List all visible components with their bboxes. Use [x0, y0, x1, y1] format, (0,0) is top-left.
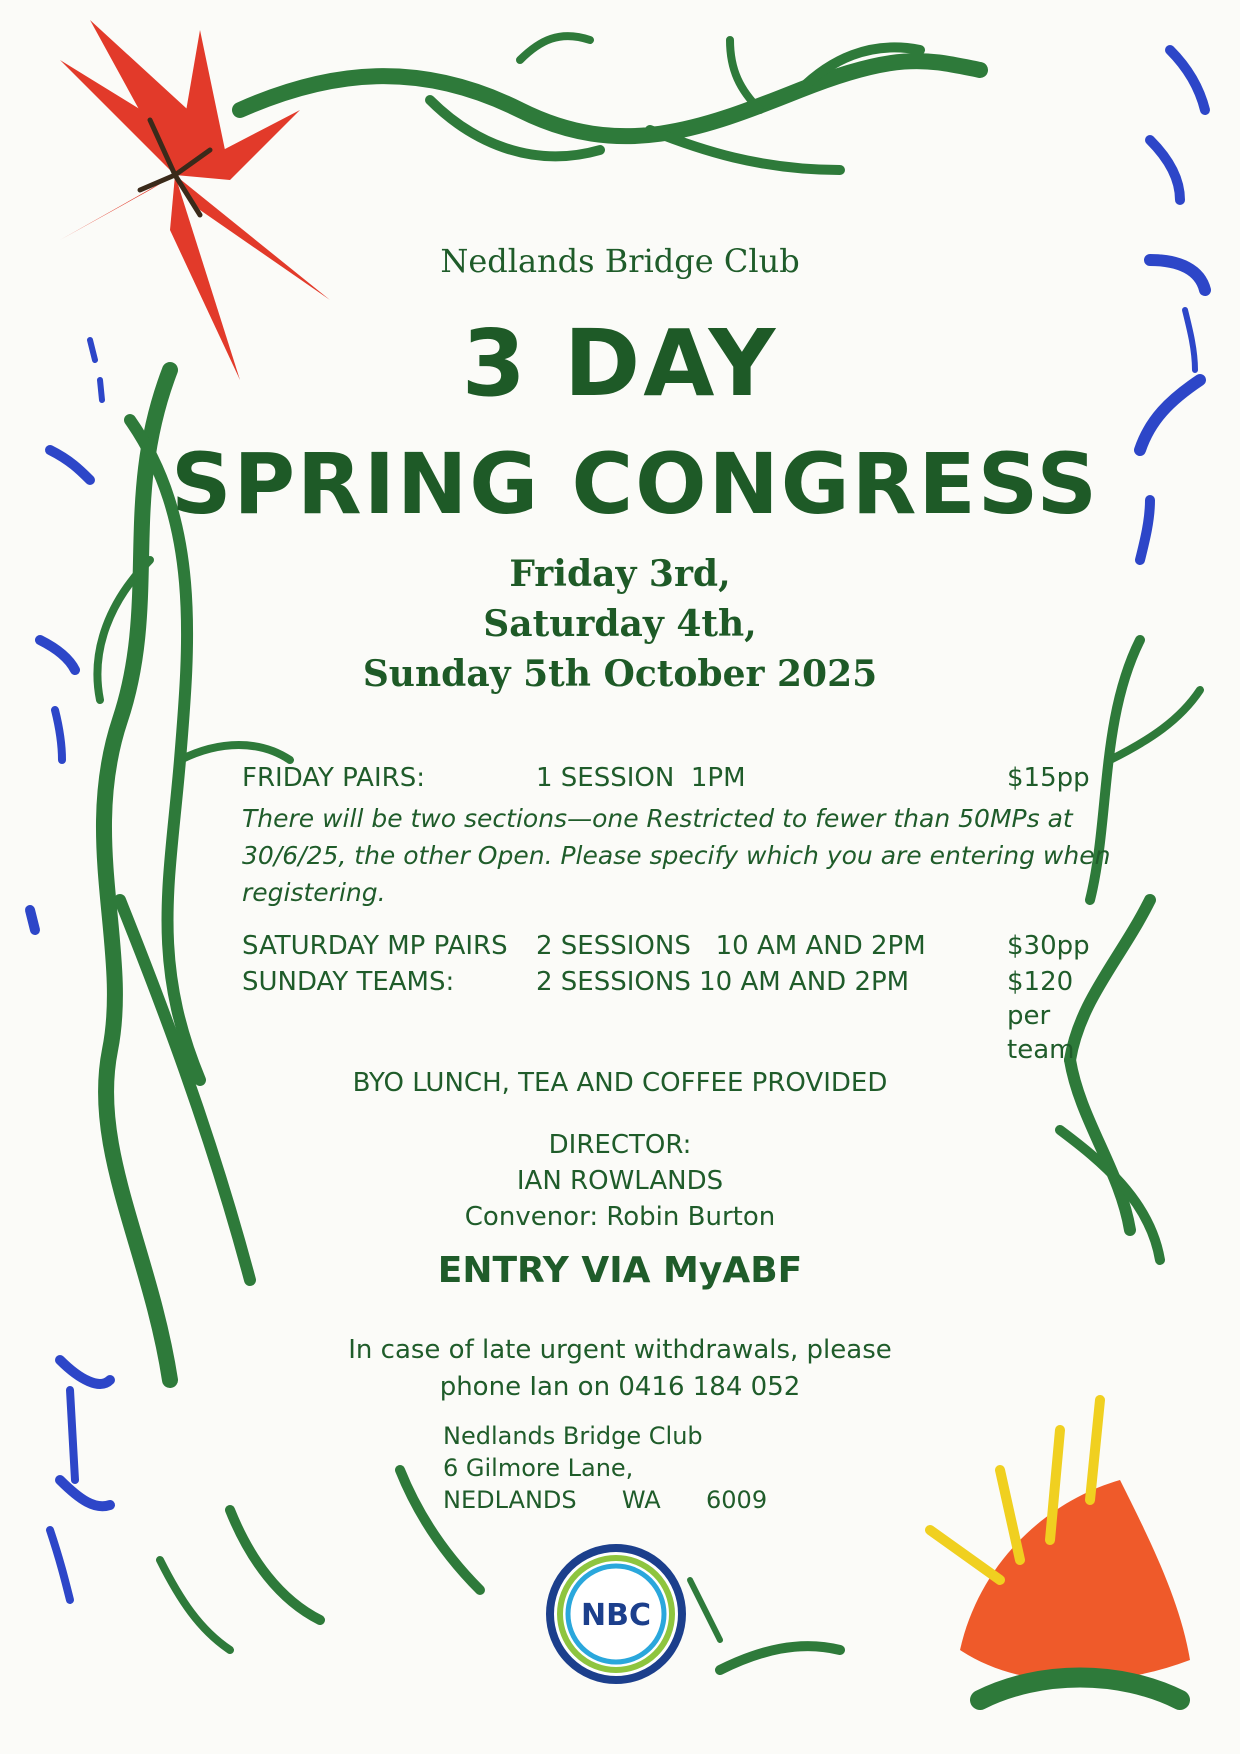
- title-line-1: 3 DAY: [461, 310, 779, 417]
- event-friday-price: $15pp: [1007, 763, 1090, 793]
- event-friday-name: FRIDAY PAIRS:: [242, 763, 425, 793]
- withdrawal-line-2: phone Ian on 0416 184 052: [439, 1372, 801, 1402]
- event-sunday-price: $120 per team: [1007, 967, 1075, 1065]
- event-friday-sessions: 1 SESSION 1PM: [536, 763, 746, 793]
- event-saturday-name: SATURDAY MP PAIRS: [242, 931, 508, 961]
- address-block: [443, 1420, 767, 1516]
- address-postcode: 6009: [706, 1486, 768, 1514]
- date-line-2: Saturday 4th,: [483, 603, 757, 645]
- address-suburb: NEDLANDS: [443, 1486, 577, 1514]
- catering-note: BYO LUNCH, TEA AND COFFEE PROVIDED: [352, 1068, 888, 1098]
- nbc-logo-text: NBC: [581, 1598, 651, 1633]
- event-saturday-sessions: 2 SESSIONS 10 AM AND 2PM: [536, 931, 926, 961]
- entry-instruction: ENTRY VIA MyABF: [437, 1250, 803, 1291]
- address-name: Nedlands Bridge Club: [443, 1422, 703, 1450]
- event-sunday-name: SUNDAY TEAMS:: [242, 967, 455, 997]
- convenor: Convenor: Robin Burton: [464, 1202, 776, 1232]
- address-street: 6 Gilmore Lane,: [443, 1454, 634, 1482]
- date-line-3: Sunday 5th October 2025: [362, 653, 878, 695]
- director-name: IAN ROWLANDS: [516, 1166, 724, 1196]
- event-sunday-sessions: 2 SESSIONS 10 AM AND 2PM: [536, 967, 910, 997]
- director-label: DIRECTOR:: [548, 1130, 692, 1160]
- event-saturday-price: $30pp: [1007, 931, 1090, 961]
- club-name-heading: Nedlands Bridge Club: [440, 242, 800, 280]
- address-state: WA: [621, 1486, 661, 1514]
- withdrawal-line-1: In case of late urgent withdrawals, please: [348, 1335, 892, 1365]
- nbc-logo: [545, 1543, 687, 1685]
- address-locality: [443, 1484, 767, 1516]
- title-line-2: SPRING CONGRESS: [170, 435, 1100, 533]
- date-line-1: Friday 3rd,: [509, 553, 731, 595]
- friday-note: There will be two sections—one Restricted to fewer than 50MPs at 30/6/25, the other Open. Please specify which you are entering when registering.: [242, 804, 1111, 907]
